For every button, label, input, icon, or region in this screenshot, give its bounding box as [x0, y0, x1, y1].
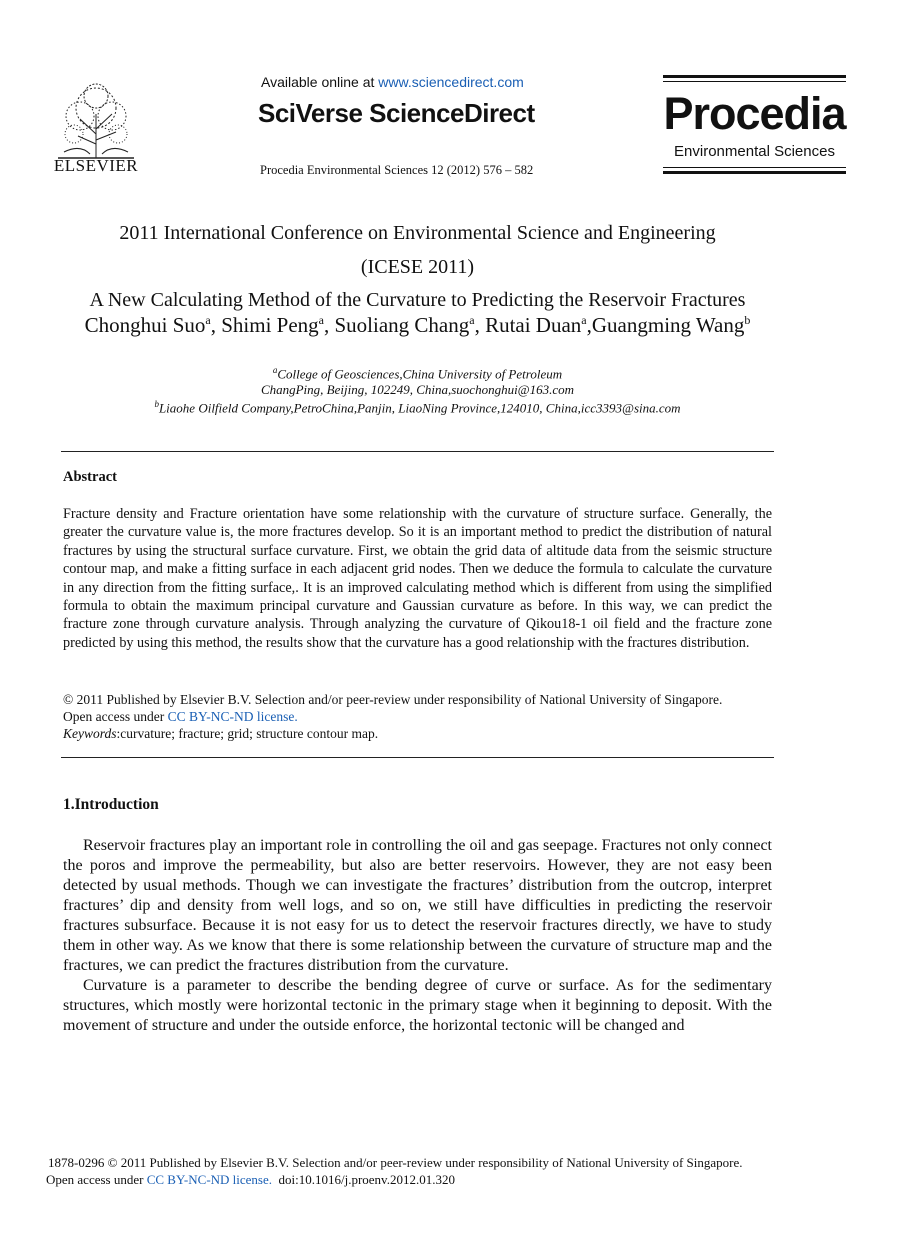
keywords-line [63, 726, 378, 742]
author-separator: , [210, 313, 222, 337]
author-affiliation-mark: a [205, 313, 211, 327]
body-paragraph: Reservoir fractures play an important role in controlling the oil and gas seepage. Fractures not only connect the poros and improve the permeability, but also are better reservoirs. However, they are not easy been detected by usual methods. Though we can investigate the fractures’ distribution from the outcrop, interpret fractures’ dip and density from well logs, and so on, we still have difficulties in predicting the reservoir fractures subsurface. Because it is not easy for us to detect the reservoir fractures directly, we have to study them in other way. As we know that there is some relationship between the curvature of structure map and the fractures, we can predict the fractures distribution from the curvature. [63, 837, 772, 974]
affiliation-a-line2: ChangPing, Beijing, 102249, China,suochonghui@163.com [260, 382, 575, 397]
author-affiliation-mark: a [318, 313, 324, 327]
author-list [0, 313, 835, 338]
available-online-line [261, 74, 524, 90]
footer-open-access [46, 1172, 455, 1188]
elsevier-wordmark: ELSEVIER [53, 156, 139, 175]
open-access-line [63, 709, 298, 725]
footer-license-link[interactable]: CC BY-NC-ND license. [146, 1172, 273, 1187]
procedia-title: Procedia [663, 88, 846, 139]
affiliation-mark: a [272, 365, 278, 375]
abstract-heading: Abstract [63, 469, 117, 485]
author-name: Rutai Duan [485, 313, 582, 337]
author-affiliation-mark: b [744, 313, 751, 327]
author-name: Shimi Peng [221, 313, 319, 337]
open-access-prefix: Open access under [63, 709, 168, 724]
sciverse-sciencedirect-logo: SciVerse ScienceDirect [258, 98, 535, 128]
footer-copyright: 1878-0296 © 2011 Published by Elsevier B.V. Selection and/or peer-review under responsibility of National University of Singapore. [48, 1155, 743, 1170]
journal-reference: Procedia Environmental Sciences 12 (2012) 576 – 582 [260, 163, 534, 177]
conference-title: 2011 International Conference on Environmental Science and Engineering [119, 222, 716, 244]
author-name: Suoliang Chang [334, 313, 470, 337]
abstract-text: Fracture density and Fracture orientation have some relationship with the curvature of structure surface. Generally, the greater the curvature value is, the more fractures develop. So it is an important method to predict the distribution of natural fractures by using the structural surface curvature. First, we obtain the grid data of altitude data from the seismic structure contour map, and make a fitting surface in each adjacent grid nodes. Then we deduce the formula to calculate the curvature in any direction from the fitting surface,. It is an improved calculating method which is different from using the simplified formula to obtain the maximum principal curvature and Gaussian curvature as before. In this way, we can predict the fracture zone through curvature analysis. Through analyzing the curvature of Qikou18-1 oil field and the fracture zone predicted by using this method, the results show that the curvature has a good relationship with the fractures distribution. [63, 506, 772, 651]
procedia-rule-bottom-thin [663, 167, 846, 168]
doi[interactable]: doi:10.1016/j.proenv.2012.01.320 [278, 1172, 455, 1187]
author-affiliation-mark: a [469, 313, 475, 327]
license-link[interactable]: CC BY-NC-ND license. [167, 709, 298, 724]
author-separator: , [323, 313, 335, 337]
affiliation-text: Liaohe Oilfield Company,PetroChina,Panjin, LiaoNing Province,124010, China,icc3393@sina.com [158, 400, 681, 416]
paper-title: A New Calculating Method of the Curvature to Predicting the Reservoir Fractures [89, 289, 746, 311]
affiliation-a-line1 [0, 365, 835, 382]
keywords-text: :curvature; fracture; grid; structure contour map. [116, 726, 379, 741]
procedia-rule-top-thin [663, 81, 846, 82]
author-separator: , [474, 313, 486, 337]
abstract-top-rule [61, 451, 774, 452]
elsevier-logo [50, 74, 142, 178]
keywords-label: Keywords [63, 726, 117, 741]
available-online-prefix: Available online at [261, 74, 379, 90]
footer-open-access-prefix: Open access under [46, 1172, 147, 1187]
author-name: Guangming Wang [591, 313, 745, 337]
sciencedirect-link[interactable]: www.sciencedirect.com [378, 74, 524, 90]
procedia-logo [663, 75, 846, 175]
body-paragraph: Curvature is a parameter to describe the bending degree of curve or surface. As for the sedimentary structures, which mostly were horizontal tectonic in the primary stage when it beginning to deposit. With the movement of structure and under the outside enforce, the horizontal tectonic will be changed and [63, 977, 772, 1034]
affiliation-text: College of Geosciences,China University of Petroleum [277, 366, 563, 382]
conference-abbreviation: (ICESE 2011) [360, 256, 475, 278]
affiliation-b [0, 399, 835, 416]
section-heading: 1.Introduction [63, 796, 159, 813]
author-name: Chonghui Suo [84, 313, 206, 337]
procedia-rule-bottom [663, 171, 846, 174]
abstract-copyright: © 2011 Published by Elsevier B.V. Selection and/or peer-review under responsibility of National University of Singapore. [63, 692, 723, 707]
affiliation-mark: b [154, 399, 159, 409]
author-separator: , [586, 313, 592, 337]
procedia-subtitle: Environmental Sciences [674, 143, 835, 160]
author-affiliation-mark: a [581, 313, 587, 327]
procedia-rule-top [663, 75, 846, 78]
abstract-bottom-rule [61, 757, 774, 758]
